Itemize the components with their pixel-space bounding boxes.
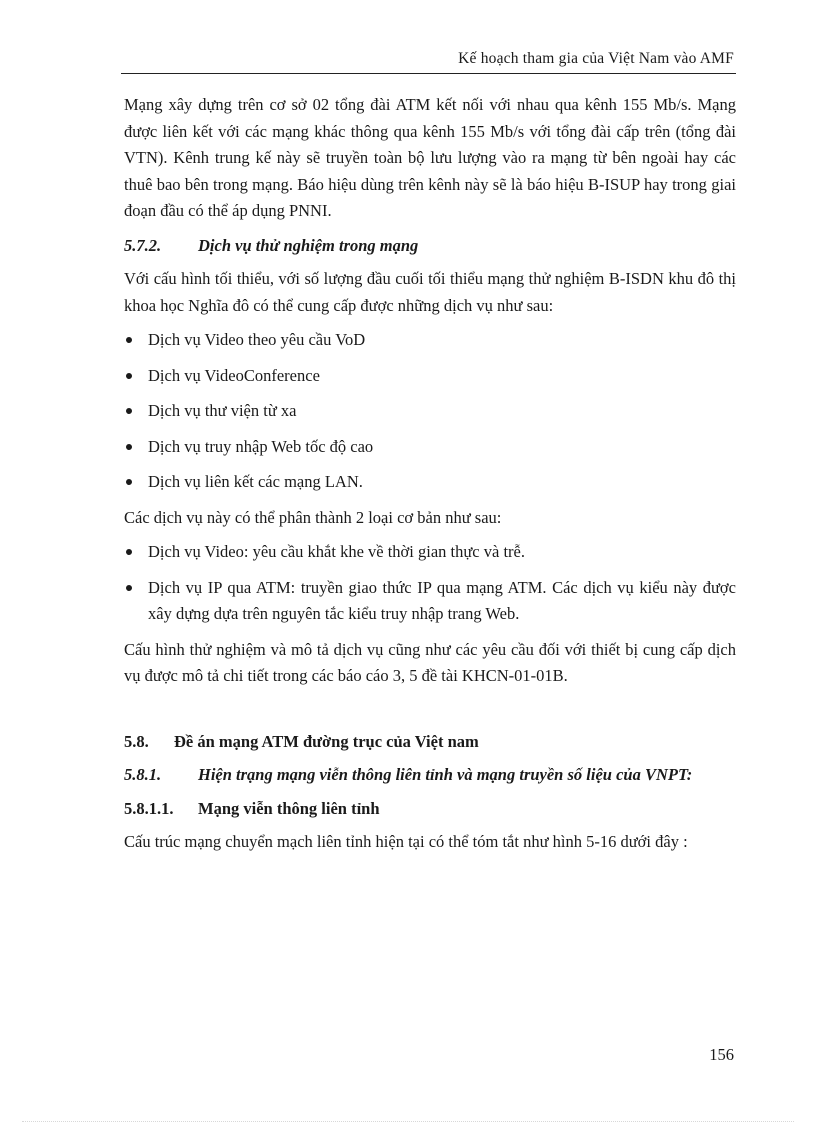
bullet-icon [126, 373, 132, 379]
paragraph-switching-structure: Cấu trúc mạng chuyển mạch liên tỉnh hiện tại có thể tóm tắt như hình 5-16 dưới đây : [124, 832, 688, 851]
heading-number: 5.8. [124, 731, 149, 751]
heading-title: Đề án mạng ATM đường trục của Việt nam [174, 731, 479, 751]
bullet-icon [126, 408, 132, 414]
bullet-icon [126, 337, 132, 343]
heading-title: Dịch vụ thử nghiệm trong mạng [198, 235, 419, 255]
heading-5-7-2 [124, 233, 736, 260]
services-list [124, 327, 736, 496]
page-body [124, 92, 736, 864]
heading-number: 5.8.1. [124, 765, 162, 784]
heading-5-8-1-1 [124, 796, 736, 823]
paragraph-service-types-intro: Các dịch vụ này có thể phân thành 2 loại cơ bản như sau: [124, 507, 502, 527]
heading-title: Mạng viễn thông liên tỉnh [198, 798, 380, 818]
paragraph-services-intro: Với cấu hình tối thiểu, với số lượng đầu cuối tối thiểu mạng thử nghiệm B-ISDN khu đô thị khoa học Nghĩa đô có thể cung cấp được những dịch vụ như sau: [124, 269, 736, 315]
list-item: Dịch vụ Video theo yêu cầu VoD [124, 327, 736, 354]
heading-5-8-1 [124, 762, 736, 789]
list-item: Dịch vụ liên kết các mạng LAN. [124, 469, 736, 496]
paragraph-test-config: Cấu hình thử nghiệm và mô tả dịch vụ cũng như các yêu cầu đối với thiết bị cung cấp dịch vụ được mô tả chi tiết trong các báo cáo 3, 5 đề tài KHCN-01-01B. [124, 639, 736, 685]
heading-5-8 [124, 729, 736, 756]
paragraph-network-description: Mạng xây dựng trên cơ sở 02 tổng đài ATM kết nối với nhau qua kênh 155 Mb/s. Mạng được liên kết với các mạng khác thông qua kênh 155 Mb/s với tổng đài cấp trên (tổng đài VTN). Kênh trung kế này sẽ truyền toàn bộ lưu lượng vào ra mạng từ bên ngoài hay các thuê bao bên trong mạng. Báo hiệu dùng trên kênh này sẽ là báo hiệu B-ISUP hay trong giai đoạn đầu có thể áp dụng PNNI. [124, 95, 736, 220]
heading-number: 5.7.2. [124, 235, 162, 255]
bullet-icon [126, 585, 132, 591]
list-item: Dịch vụ thư viện từ xa [124, 398, 736, 425]
heading-number: 5.8.1.1. [124, 798, 174, 818]
service-types-list [124, 539, 736, 628]
header-divider [121, 73, 736, 74]
list-item: Dịch vụ truy nhập Web tốc độ cao [124, 434, 736, 461]
bullet-icon [126, 444, 132, 450]
running-header: Kế hoạch tham gia của Việt Nam vào AMF [458, 50, 734, 67]
footer-divider [22, 1121, 794, 1122]
list-item: Dịch vụ Video: yêu cầu khắt khe về thời gian thực và trễ. [124, 539, 736, 566]
list-item: Dịch vụ VideoConference [124, 363, 736, 390]
bullet-icon [126, 549, 132, 555]
list-item: Dịch vụ IP qua ATM: truyền giao thức IP qua mạng ATM. Các dịch vụ kiểu này được xây dựng dựa trên nguyên tắc kiểu truy nhập trang Web. [124, 575, 736, 628]
page-number: 156 [709, 1045, 734, 1064]
bullet-icon [126, 479, 132, 485]
section-spacer [124, 698, 736, 729]
heading-title: Hiện trạng mạng viễn thông liên tỉnh và mạng truyền số liệu của VNPT: [198, 765, 693, 784]
